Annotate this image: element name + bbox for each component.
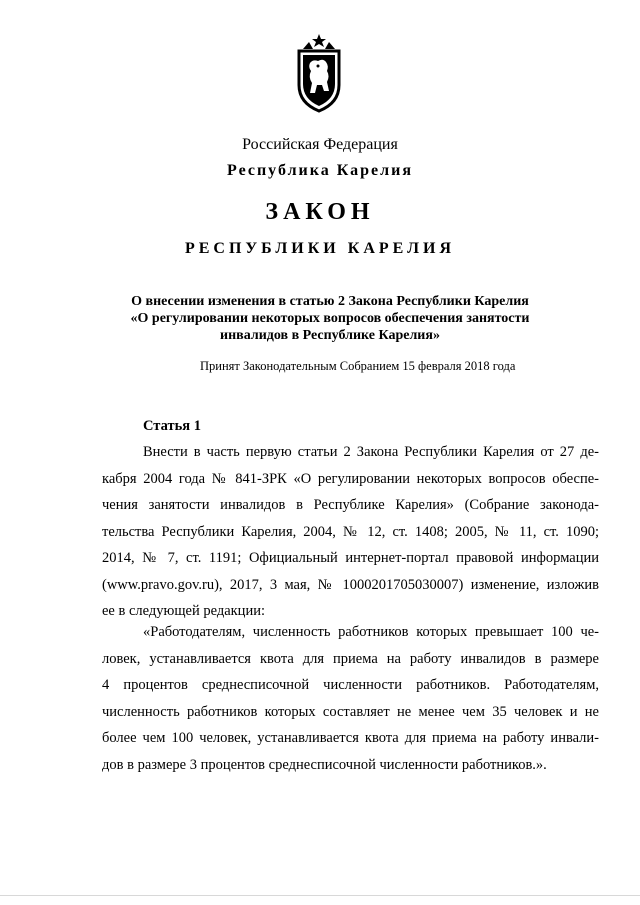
paragraph-line: 4 процентов среднесписочной численности работников. Работодателям,: [102, 677, 599, 693]
adoption-note: Принят Законодательным Собранием 15 февраля 2018 года: [200, 359, 516, 373]
paragraph-line: 2014, № 7, ст. 1191; Официальный интернет-портал правовой информации: [102, 550, 599, 566]
law-name-line: О внесении изменения в статью 2 Закона Республики Карелия: [131, 294, 529, 309]
article-paragraph-2: [102, 619, 599, 778]
law-subtitle: РЕСПУБЛИКИ КАРЕЛИЯ: [184, 240, 456, 257]
page-bottom-divider: [0, 895, 640, 896]
paragraph-line: тельства Республики Карелия, 2004, № 12, ст. 1408; 2005, № 11, ст. 1090;: [102, 523, 599, 540]
karelia-coat-of-arms-icon: [293, 33, 345, 113]
article-title: Статья 1: [143, 418, 201, 434]
law-name-line: «О регулировании некоторых вопросов обеспечения занятости: [130, 311, 530, 326]
paragraph-line: численность работников которых составляет не менее чем 35 человек и не: [102, 703, 599, 720]
paragraph-line: Внести в часть первую статьи 2 Закона Республики Карелия от 27 де-: [143, 444, 599, 460]
paragraph-line: дов в размере 3 процентов среднесписочной численности работников.».: [102, 756, 547, 773]
federation-heading: Российская Федерация: [242, 136, 398, 153]
article-paragraph-1: [102, 439, 599, 625]
paragraph-line: «Работодателям, численность работников которых превышает 100 че-: [143, 624, 599, 640]
paragraph-line: кабря 2004 года № 841-ЗРК «О регулировании некоторых вопросов обеспе-: [102, 470, 599, 487]
paragraph-line: (www.pravo.gov.ru), 2017, 3 мая, № 1000201705030007) изменение, изложив: [102, 576, 599, 593]
paragraph-line: более чем 100 человек, устанавливается квота для приема на работу инвали-: [102, 730, 599, 746]
republic-heading: Республика Карелия: [227, 162, 413, 179]
law-title: ЗАКОН: [265, 199, 375, 225]
law-name: [120, 293, 540, 344]
law-name-line: инвалидов в Республике Карелия»: [220, 328, 440, 343]
paragraph-line: ее в следующей редакции:: [102, 603, 265, 619]
paragraph-line: ловек, устанавливается квота для приема на работу инвалидов в размере: [102, 650, 599, 667]
paragraph-line: чения занятости инвалидов в Республике Карелия» (Собрание законода-: [102, 497, 599, 513]
